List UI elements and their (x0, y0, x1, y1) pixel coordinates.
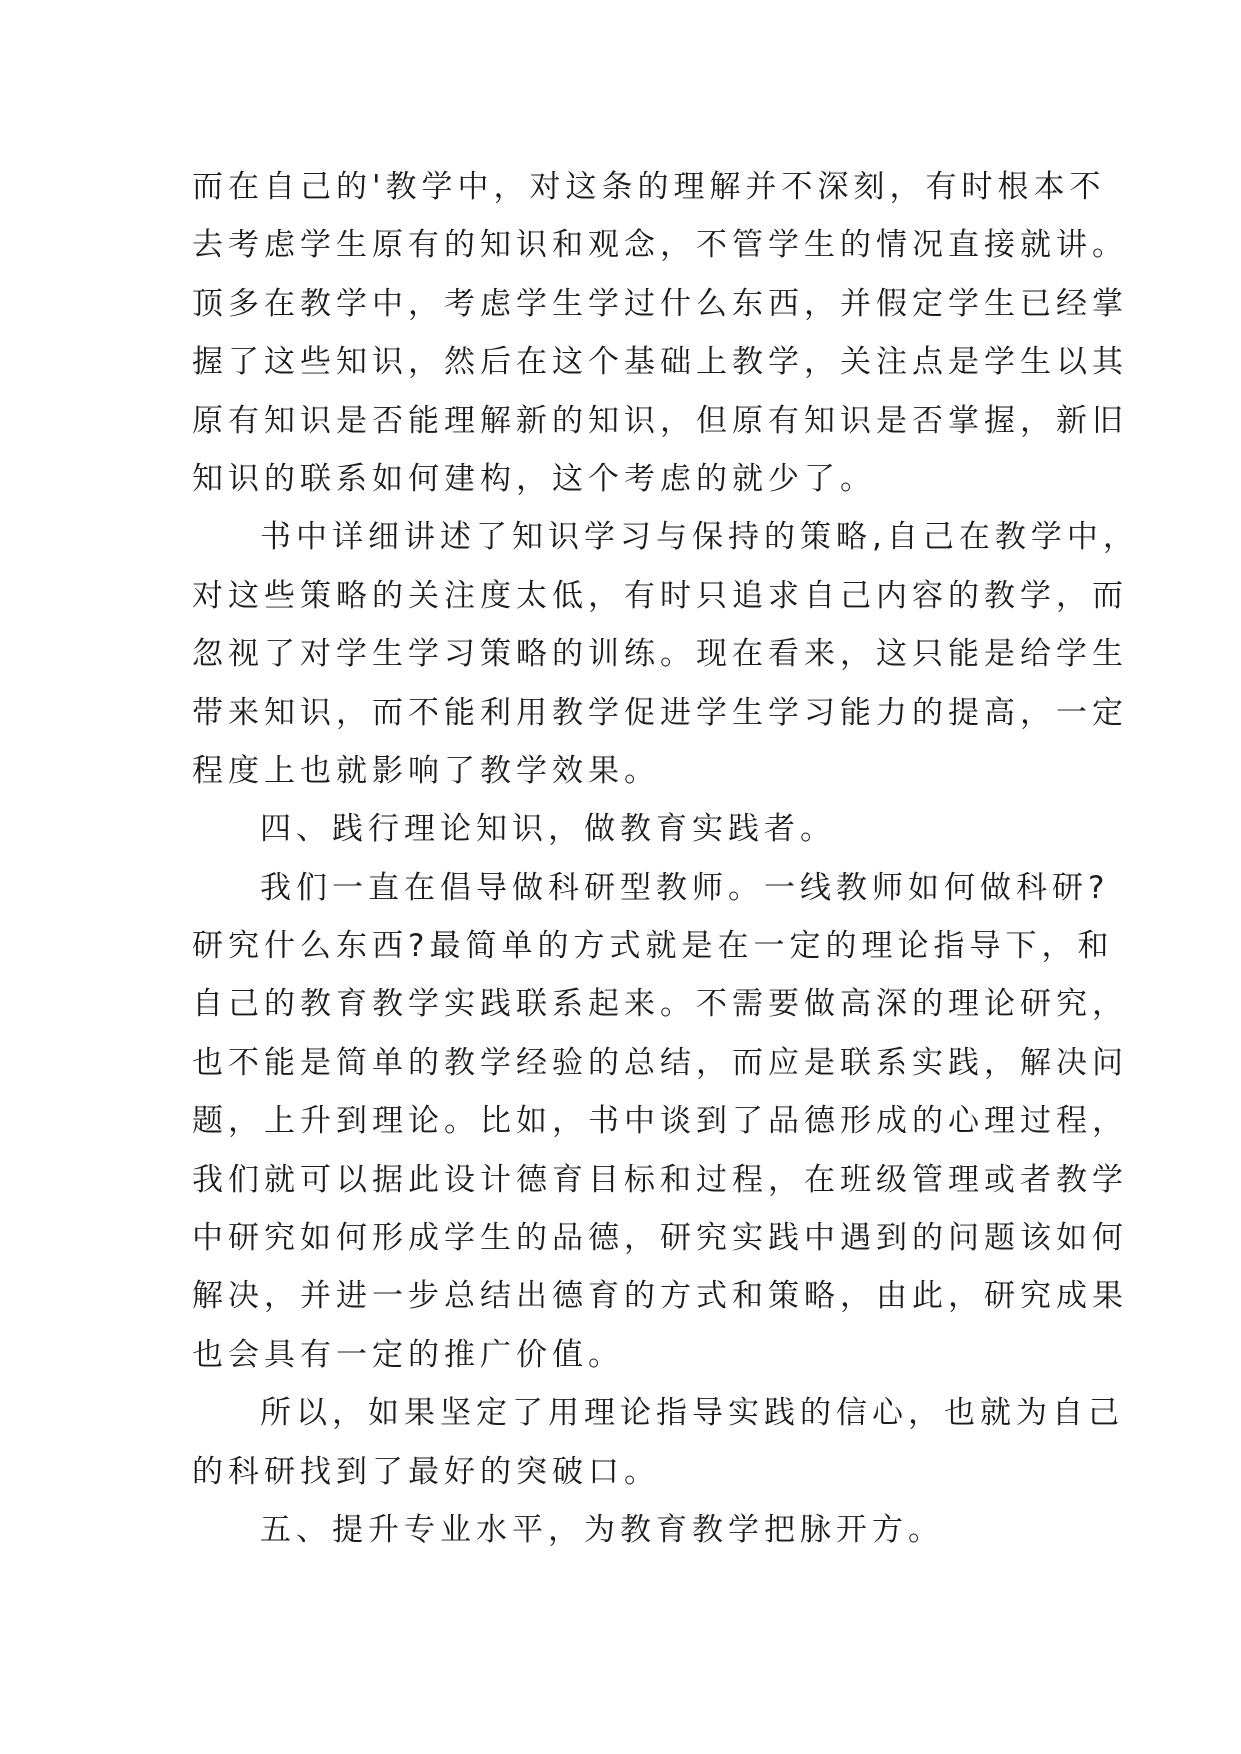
text-line: 原有知识是否能理解新的知识，但原有知识是否掌握，新旧 (192, 402, 1128, 439)
text-line: 自己的教育教学实践联系起来。不需要做高深的理论研究， (192, 986, 1128, 1023)
section-heading: 五、提升专业水平，为教育教学把脉开方。 (260, 1511, 944, 1548)
text-line: 顶多在教学中，考虑学生学过什么东西，并假定学生已经掌 (192, 285, 1128, 322)
text-line: 解决，并进一步总结出德育的方式和策略，由此，研究成果 (192, 1278, 1128, 1315)
paragraph-first-line: 所以，如果坚定了用理论指导实践的信心，也就为自己 (260, 1395, 1124, 1432)
text-line: 对这些策略的关注度太低，有时只追求自己内容的教学，而 (192, 577, 1128, 614)
paragraph-first-line: 书中详细讲述了知识学习与保持的策略,自己在教学中， (260, 519, 1139, 556)
text-line: 带来知识，而不能利用教学促进学生学习能力的提高，一定 (192, 694, 1128, 731)
document-body (192, 158, 1139, 1559)
text-line: 而在自己的'教学中，对这条的理解并不深刻，有时根本不 (192, 169, 1106, 205)
text-line: 我们就可以据此设计德育目标和过程，在班级管理或者教学 (192, 1161, 1128, 1198)
text-line: 也不能是简单的教学经验的总结，而应是联系实践，解决问 (192, 1044, 1128, 1081)
text-line: 忽视了对学生学习策略的训练。现在看来，这只能是给学生 (192, 636, 1128, 673)
text-line: 程度上也就影响了教学效果。 (192, 752, 660, 789)
text-line: 题，上升到理论。比如，书中谈到了品德形成的心理过程， (192, 1103, 1128, 1140)
text-line: 去考虑学生原有的知识和观念，不管学生的情况直接就讲。 (192, 227, 1128, 264)
text-line: 研究什么东西?最简单的方式就是在一定的理论指导下，和 (192, 928, 1114, 965)
text-line: 也会具有一定的推广价值。 (192, 1336, 624, 1373)
text-line: 中研究如何形成学生的品德，研究实践中遇到的问题该如何 (192, 1220, 1128, 1257)
section-heading: 四、践行理论知识，做教育实践者。 (260, 811, 836, 848)
text-line: 握了这些知识，然后在这个基础上教学，关注点是学生以其 (192, 344, 1128, 381)
paragraph-first-line: 我们一直在倡导做科研型教师。一线教师如何做科研? (260, 869, 1110, 906)
text-line: 的科研找到了最好的突破口。 (192, 1453, 660, 1490)
text-line: 知识的联系如何建构，这个考虑的就少了。 (192, 460, 876, 497)
